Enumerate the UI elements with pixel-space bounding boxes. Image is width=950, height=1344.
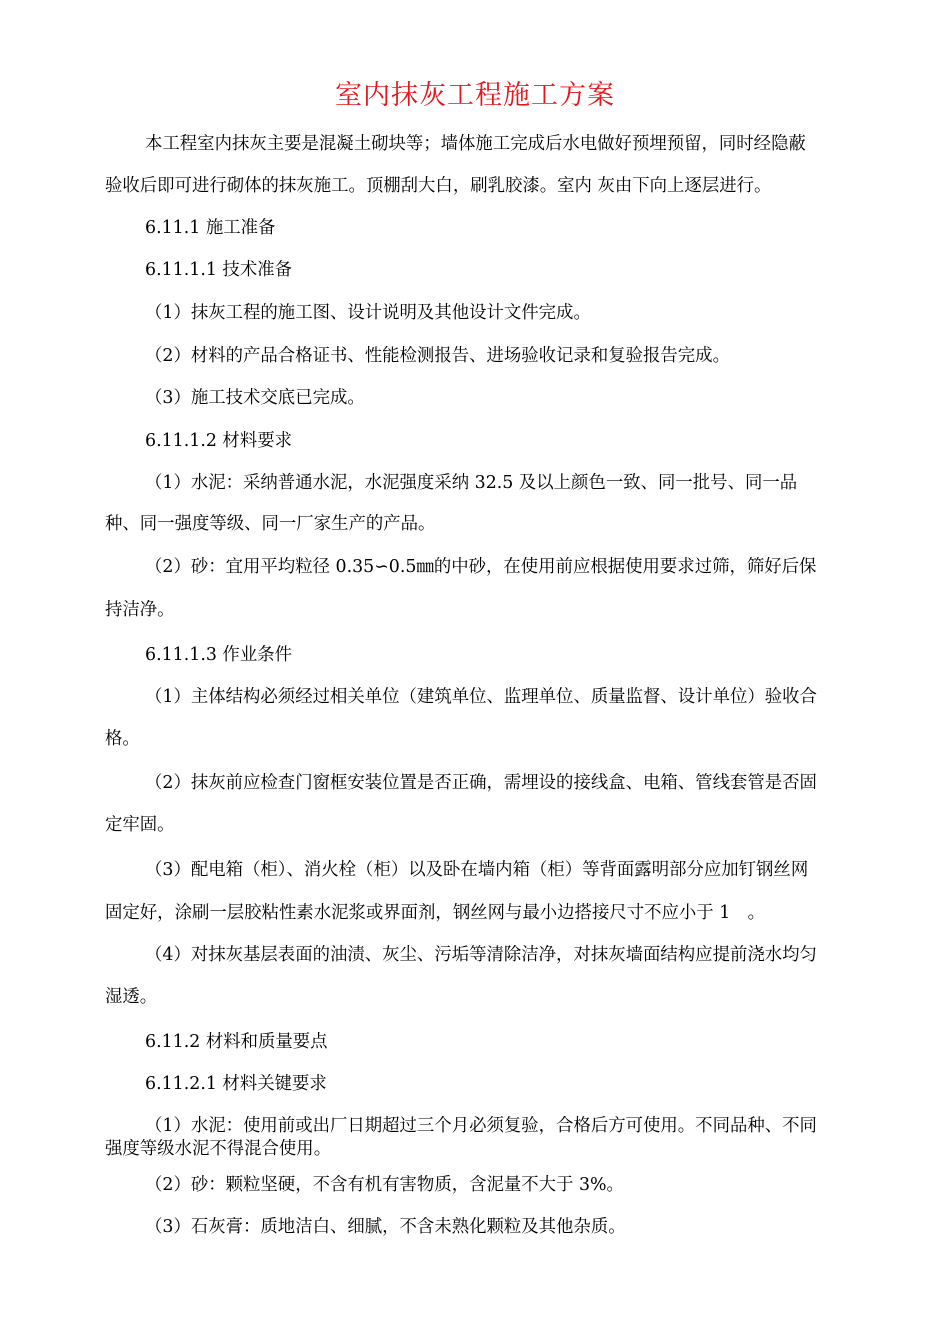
list-item: （2）材料的产品合格证书、性能检测报告、进场验收记录和复验报告完成。	[145, 346, 730, 366]
section-heading: 6.11.1.3 作业条件	[145, 645, 292, 665]
section-heading: 6.11.1 施工准备	[145, 218, 276, 238]
list-item: （3）配电箱（柜）、消火栓（柜）以及卧在墙内箱（柜）等背面露明部分应加钉钢丝网	[145, 860, 809, 880]
document-title: 室内抹灰工程施工方案	[335, 80, 615, 111]
section-heading: 6.11.1.2 材料要求	[145, 431, 292, 451]
list-item: （1）抹灰工程的施工图、设计说明及其他设计文件完成。	[145, 303, 591, 323]
list-item-continuation: 格。	[105, 729, 140, 749]
list-item-continuation: 强度等级水泥不得混合使用。	[105, 1139, 332, 1159]
list-item: （2）砂：颗粒坚硬，不含有机有害物质，含泥量不大于 3%。	[145, 1175, 624, 1195]
list-item-continuation: 定牢固。	[105, 815, 175, 835]
section-heading: 6.11.1.1 技术准备	[145, 260, 292, 280]
list-item: （2）砂：宜用平均粒径 0.35∽0.5㎜的中砂，在使用前应根据使用要求过筛，筛好后保	[145, 557, 817, 577]
paragraph-line: 本工程室内抹灰主要是混凝土砌块等；墙体施工完成后水电做好预埋预留，同时经隐蔽	[145, 134, 806, 154]
list-item: （1）水泥：采纳普通水泥，水泥强度采纳 32.5 及以上颜色一致、同一批号、同一品	[145, 473, 798, 493]
list-item: （3）施工技术交底已完成。	[145, 388, 365, 408]
paragraph-line: 验收后即可进行砌体的抹灰施工。顶棚刮大白，刷乳胶漆。室内 灰由下向上逐层进行。	[105, 176, 772, 196]
section-heading: 6.11.2 材料和质量要点	[145, 1032, 328, 1052]
list-item-continuation: 种、同一强度等级、同一厂家生产的产品。	[105, 514, 436, 534]
list-item-continuation: 持洁净。	[105, 600, 175, 620]
list-item: （3）石灰膏：质地洁白、细腻，不含未熟化颗粒及其他杂质。	[145, 1217, 626, 1237]
list-item-continuation: 湿透。	[105, 987, 158, 1007]
list-item: （1）水泥：使用前或出厂日期超过三个月必须复验，合格后方可使用。不同品种、不同	[145, 1116, 817, 1136]
list-item: （1）主体结构必须经过相关单位（建筑单位、监理单位、质量监督、设计单位）验收合	[145, 687, 817, 707]
list-item: （4）对抹灰基层表面的油渍、灰尘、污垢等清除洁净，对抹灰墙面结构应提前浇水均匀	[145, 945, 817, 965]
list-item: （2）抹灰前应检查门窗框安装位置是否正确，需埋设的接线盒、电箱、管线套管是否固	[145, 773, 817, 793]
list-item-continuation: 固定好，涂刷一层胶粘性素水泥浆或界面剂，钢丝网与最小边搭接尺寸不应小于 1 。	[105, 903, 766, 923]
section-heading: 6.11.2.1 材料关键要求	[145, 1074, 327, 1094]
